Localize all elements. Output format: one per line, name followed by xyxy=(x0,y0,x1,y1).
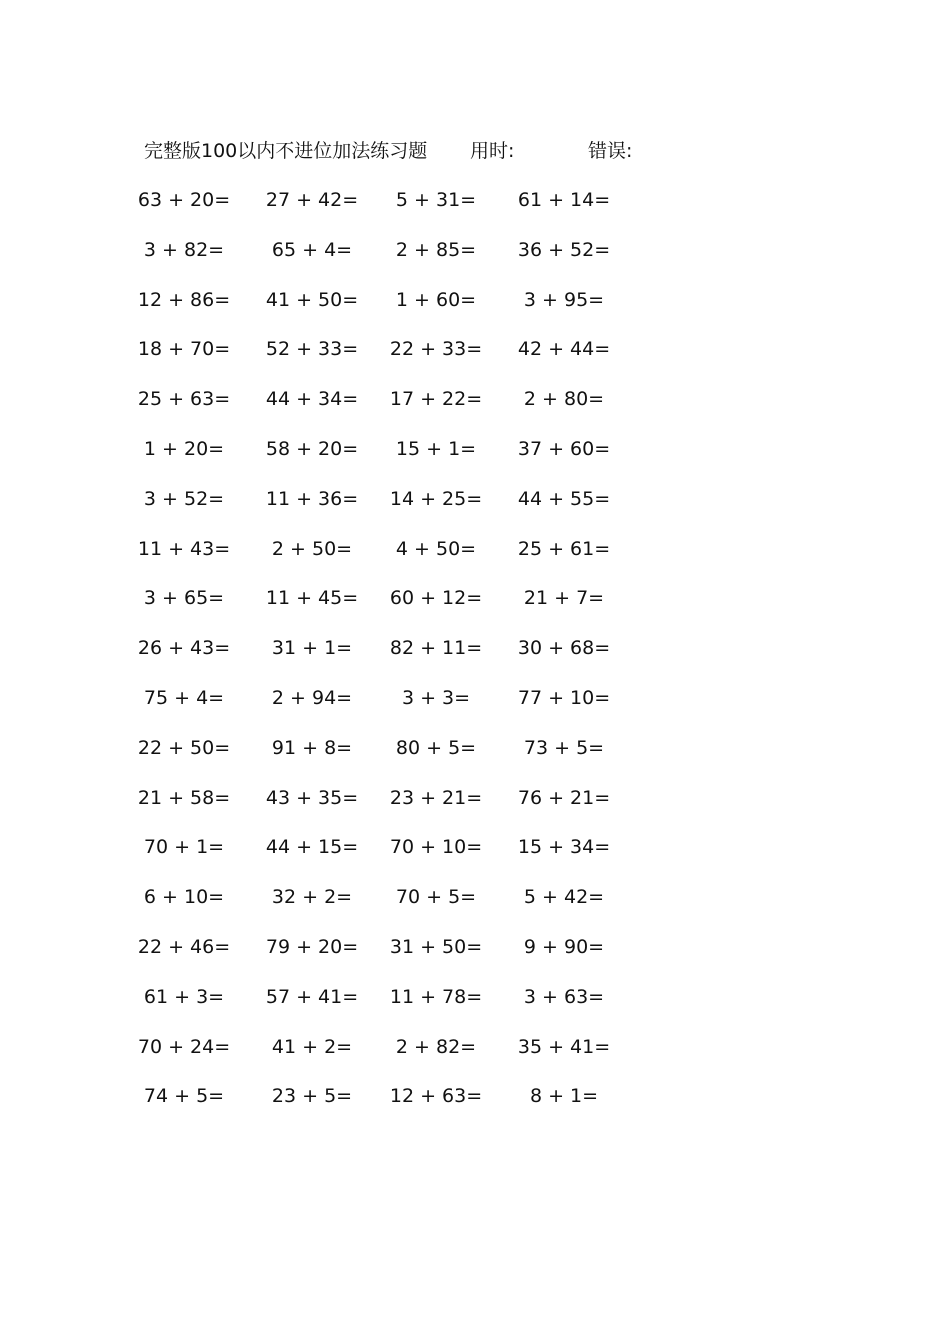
problem-item: 61 + 3= xyxy=(143,985,225,1008)
problem-item: 80 + 5= xyxy=(395,736,477,759)
time-label: 用时: xyxy=(470,140,515,162)
problem-item: 22 + 46= xyxy=(137,935,231,958)
problem-item: 1 + 20= xyxy=(143,437,225,460)
problem-item: 70 + 5= xyxy=(395,886,477,909)
problem-item: 57 + 41= xyxy=(265,985,359,1008)
problem-row xyxy=(0,784,950,834)
problem-item: 18 + 70= xyxy=(137,338,231,361)
problem-item: 27 + 42= xyxy=(265,189,359,211)
problem-item: 25 + 61= xyxy=(517,537,611,560)
problem-item: 73 + 5= xyxy=(523,736,605,759)
problem-item: 70 + 10= xyxy=(389,836,483,859)
problem-item: 15 + 34= xyxy=(517,836,611,859)
problem-item: 70 + 1= xyxy=(143,836,225,859)
problem-row xyxy=(0,634,950,684)
problem-item: 79 + 20= xyxy=(265,935,359,958)
problem-item: 58 + 20= xyxy=(265,437,359,460)
problem-item: 3 + 63= xyxy=(523,985,605,1008)
problem-item: 41 + 50= xyxy=(265,288,359,311)
problem-grid xyxy=(0,186,950,1132)
problem-row xyxy=(0,734,950,784)
problem-item: 44 + 15= xyxy=(265,836,359,859)
problem-item: 23 + 21= xyxy=(389,786,483,809)
problem-item: 31 + 50= xyxy=(389,935,483,958)
problem-item: 74 + 5= xyxy=(143,1085,225,1108)
problem-item: 11 + 78= xyxy=(389,985,483,1008)
problem-item: 3 + 3= xyxy=(401,686,471,709)
problem-row xyxy=(0,435,950,485)
problem-row xyxy=(0,485,950,535)
problem-item: 23 + 5= xyxy=(271,1085,353,1108)
problem-item: 4 + 50= xyxy=(395,537,477,560)
problem-item: 11 + 36= xyxy=(265,487,359,510)
problem-item: 2 + 80= xyxy=(523,388,605,411)
problem-item: 44 + 55= xyxy=(517,487,611,510)
problem-item: 12 + 63= xyxy=(389,1085,483,1108)
problem-item: 44 + 34= xyxy=(265,388,359,411)
problem-item: 82 + 11= xyxy=(389,637,483,660)
problem-item: 37 + 60= xyxy=(517,437,611,460)
problem-item: 1 + 60= xyxy=(395,288,477,311)
problem-item: 15 + 1= xyxy=(395,437,477,460)
problem-row xyxy=(0,335,950,385)
worksheet-title: 完整版100以内不进位加法练习题 xyxy=(144,140,428,162)
problem-row xyxy=(0,833,950,883)
problem-item: 70 + 24= xyxy=(137,1035,231,1058)
problem-item: 43 + 35= xyxy=(265,786,359,809)
problem-row xyxy=(0,286,950,336)
problem-row xyxy=(0,186,950,236)
problem-item: 25 + 63= xyxy=(137,388,231,411)
problem-item: 3 + 82= xyxy=(143,238,225,261)
problem-item: 3 + 65= xyxy=(143,587,225,610)
problem-row xyxy=(0,1033,950,1083)
problem-item: 22 + 50= xyxy=(137,736,231,759)
problem-item: 22 + 33= xyxy=(389,338,483,361)
problem-item: 41 + 2= xyxy=(271,1035,353,1058)
problem-item: 26 + 43= xyxy=(137,637,231,660)
problem-item: 61 + 14= xyxy=(517,189,611,211)
problem-item: 2 + 94= xyxy=(271,686,353,709)
problem-item: 42 + 44= xyxy=(517,338,611,361)
problem-item: 9 + 90= xyxy=(523,935,605,958)
problem-row xyxy=(0,584,950,634)
problem-row xyxy=(0,1082,950,1132)
problem-item: 76 + 21= xyxy=(517,786,611,809)
problem-item: 2 + 82= xyxy=(395,1035,477,1058)
problem-item: 8 + 1= xyxy=(529,1085,599,1108)
problem-item: 17 + 22= xyxy=(389,388,483,411)
problem-item: 35 + 41= xyxy=(517,1035,611,1058)
problem-item: 21 + 7= xyxy=(523,587,605,610)
problem-row xyxy=(0,535,950,585)
problem-item: 11 + 45= xyxy=(265,587,359,610)
problem-item: 36 + 52= xyxy=(517,238,611,261)
problem-item: 14 + 25= xyxy=(389,487,483,510)
problem-item: 63 + 20= xyxy=(137,189,231,211)
problem-item: 21 + 58= xyxy=(137,786,231,809)
problem-row xyxy=(0,236,950,286)
problem-item: 2 + 85= xyxy=(395,238,477,261)
problem-row xyxy=(0,983,950,1033)
problem-item: 91 + 8= xyxy=(271,736,353,759)
problem-item: 52 + 33= xyxy=(265,338,359,361)
errors-label: 错误: xyxy=(588,140,633,162)
problem-item: 31 + 1= xyxy=(271,637,353,660)
problem-item: 30 + 68= xyxy=(517,637,611,660)
problem-row xyxy=(0,684,950,734)
problem-item: 12 + 86= xyxy=(137,288,231,311)
problem-item: 5 + 42= xyxy=(523,886,605,909)
problem-item: 32 + 2= xyxy=(271,886,353,909)
problem-item: 11 + 43= xyxy=(137,537,231,560)
problem-item: 5 + 31= xyxy=(395,189,477,211)
problem-item: 77 + 10= xyxy=(517,686,611,709)
problem-item: 3 + 52= xyxy=(143,487,225,510)
problem-row xyxy=(0,385,950,435)
problem-item: 75 + 4= xyxy=(143,686,225,709)
problem-item: 60 + 12= xyxy=(389,587,483,610)
problem-row xyxy=(0,933,950,983)
problem-item: 2 + 50= xyxy=(271,537,353,560)
problem-row xyxy=(0,883,950,933)
problem-item: 3 + 95= xyxy=(523,288,605,311)
problem-item: 6 + 10= xyxy=(143,886,225,909)
problem-item: 65 + 4= xyxy=(271,238,353,261)
